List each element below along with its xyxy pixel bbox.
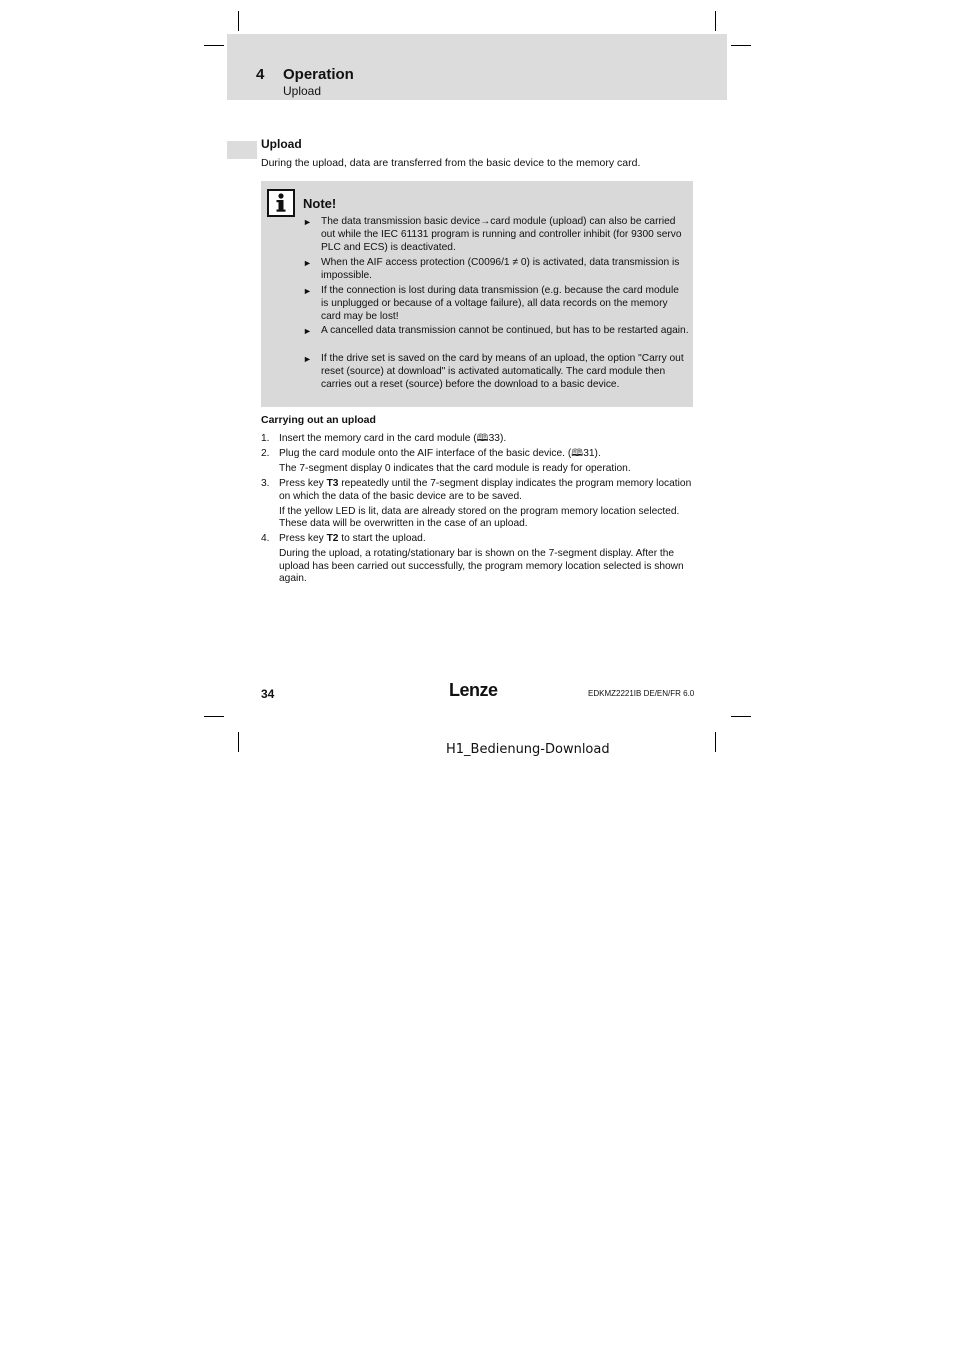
document-id: EDKMZ2221IB DE/EN/FR 6.0 xyxy=(588,689,695,698)
chapter-number: 4 xyxy=(256,66,265,83)
note-title: Note! xyxy=(303,196,337,211)
note-item: ► If the drive set is saved on the card by means of an upload, the option "Carry out reset (source) at download" is activated automatically. The card module then carries out a reset (source) before the download to a basic device. xyxy=(303,353,684,390)
info-icon xyxy=(267,189,295,217)
crop-mark xyxy=(204,45,224,46)
crop-mark xyxy=(731,45,751,46)
section-heading: Upload xyxy=(261,137,302,151)
procedure-heading: Carrying out an upload xyxy=(261,414,376,426)
note-item: ► A cancelled data transmission cannot be continued, but has to be restarted again. xyxy=(303,325,689,336)
crop-mark xyxy=(238,11,239,31)
chapter-title: Operation xyxy=(283,66,354,83)
key-label: T2 xyxy=(326,533,339,544)
crop-mark xyxy=(715,11,716,31)
note-box xyxy=(261,181,693,407)
footer-label: H1_Bedienung-Download xyxy=(446,742,610,757)
note-item: ► If the connection is lost during data transmission (e.g. because the card module is unplugged or because of a voltage failure), all data records on the memory card may be lost! xyxy=(303,285,679,322)
arrow-bullet-icon: ► xyxy=(303,258,312,268)
procedure-step: 2. Plug the card module onto the AIF interface of the basic device. (🕮31). The 7-segment display 0 indicates that the card module is ready for operation. xyxy=(261,448,631,474)
note-item: ► The data transmission basic device→card module (upload) can also be carried out while the IEC 61131 program is running and controller inhibit (for 9300 servo PLC and ECS) is deactivated. xyxy=(303,216,682,253)
key-label: T3 xyxy=(326,478,339,489)
crop-mark xyxy=(204,716,224,717)
lenze-logo: Lenze xyxy=(449,680,498,700)
crop-mark xyxy=(715,732,716,752)
section-marker xyxy=(227,141,257,159)
page-number: 34 xyxy=(261,687,275,701)
arrow-bullet-icon: ► xyxy=(303,217,312,227)
procedure-step: 3. Press key T3 repeatedly until the 7-segment display indicates the program memory location on which the data of the basic device are to be saved. If the yellow LED is lit, data are already stored on the program memory location selected. These data will be overwritten in the case of an upload. xyxy=(261,478,692,530)
crop-mark xyxy=(238,732,239,752)
procedure-step: 1. Insert the memory card in the card module (🕮33). xyxy=(261,433,507,444)
arrow-bullet-icon: ► xyxy=(303,286,312,296)
crop-mark xyxy=(731,716,751,717)
arrow-bullet-icon: ► xyxy=(303,326,312,336)
chapter-subtitle: Upload xyxy=(283,84,322,98)
procedure-step: 4. Press key T2 to start the upload. During the upload, a rotating/stationary bar is shown on the 7-segment display. After the upload has been carried out successfully, the program memory location selected is shown again. xyxy=(261,533,684,585)
note-item: ► When the AIF access protection (C0096/1 ≠ 0) is activated, data transmission is impossible. xyxy=(303,257,680,281)
arrow-bullet-icon: ► xyxy=(303,354,312,364)
section-intro: During the upload, data are transferred from the basic device to the memory card. xyxy=(261,157,641,169)
